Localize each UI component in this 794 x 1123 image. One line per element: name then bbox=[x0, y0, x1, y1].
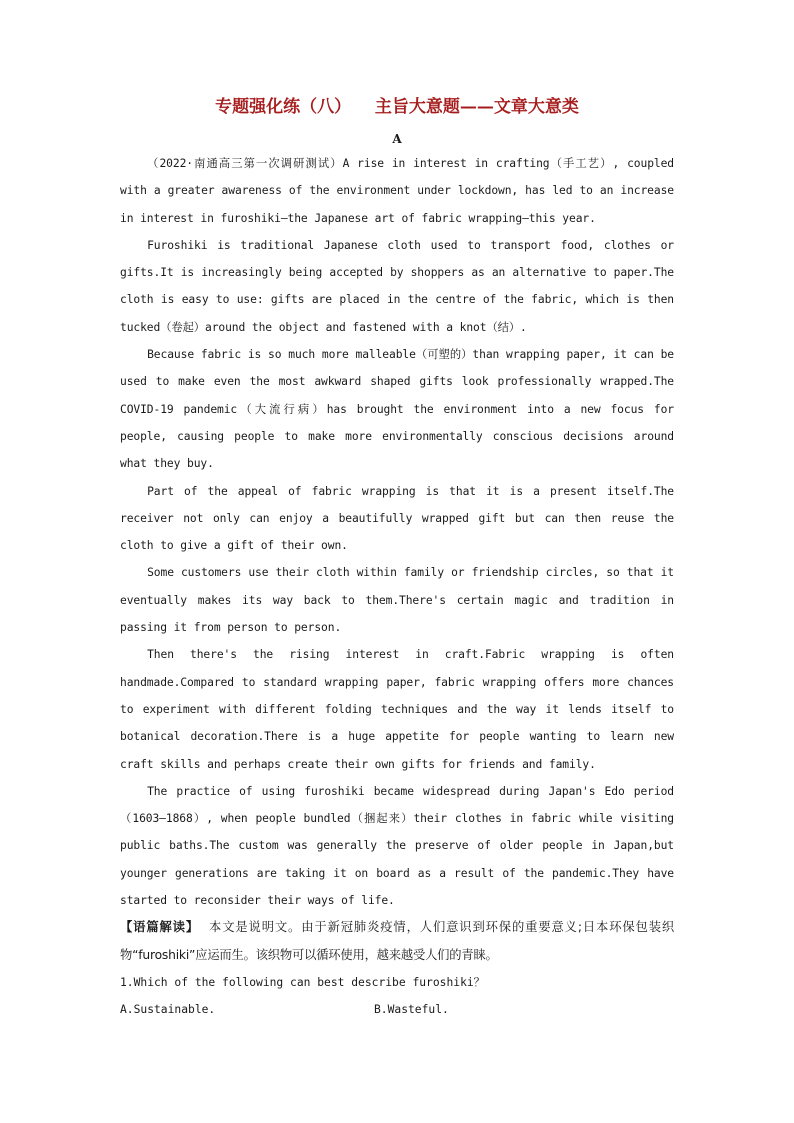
paragraph-1: （2022·南通高三第一次调研测试）A rise in interest in crafting（手工艺）, coupled with a greater awareness of the environment under lockdown, has led to an increase in interest in furoshiki—the Japanese art of fabric wrapping—this year. bbox=[120, 157, 674, 225]
paragraph-2: Furoshiki is traditional Japanese cloth used to transport food, clothes or gifts.It is increasingly being accepted by shoppers as an alternative to paper.The cloth is easy to use: gifts are placed in the centre of the fabric, which is then tucked（卷起）around the object and fastened with a knot（结）. bbox=[120, 238, 674, 334]
analysis-tag: 【语篇解读】 bbox=[120, 920, 200, 935]
analysis-text: 本文是说明文。由于新冠肺炎疫情，人们意识到环保的重要意义;日本环保包装织物“furoshiki”应运而生。该织物可以循环使用，越来越受人们的青睐。 bbox=[120, 920, 674, 962]
passage-analysis bbox=[120, 914, 674, 969]
paragraph-3: Because fabric is so much more malleable（可塑的）than wrapping paper, it can be used to make even the most awkward shaped gifts look professionally wrapped.The COVID-19 pandemic（大流行病）has brought the environment into a new focus for people, causing people to make more environmentally conscious decisions around what they buy. bbox=[120, 348, 674, 471]
paragraph-5: Some customers use their cloth within family or friendship circles, so that it eventually makes its way back to them.There's certain magic and tradition in passing it from person to person. bbox=[120, 566, 674, 635]
paragraph-6: Then there's the rising interest in craft.Fabric wrapping is often handmade.Compared to standard wrapping paper, fabric wrapping offers more chances to experiment with different folding techniques and the way it lends itself to botanical decoration.There is a huge appetite for people wanting to learn new craft skills and perhaps create their own gifts for friends and family. bbox=[120, 648, 674, 771]
page-title: 专题强化练（八） 主旨大意题——文章大意类 bbox=[215, 97, 579, 117]
paragraph-7: The practice of using furoshiki became widespread during Japan's Edo period（1603—1868）, when people bundled（捆起来）their clothes in fabric while visiting public baths.The custom was generally the preserve of older people in Japan,but younger generations are taking it on board as a result of the pandemic.They have started to reconsider their ways of life. bbox=[120, 784, 674, 908]
question-stem: 1.Which of the following can best describe furoshiki？ bbox=[120, 975, 485, 989]
option-b[interactable]: B.Wasteful. bbox=[374, 1003, 449, 1017]
document-page bbox=[120, 92, 674, 1024]
option-a[interactable]: A.Sustainable. bbox=[120, 1003, 216, 1017]
paragraph-4: Part of the appeal of fabric wrapping is that it is a present itself.The receiver not only can enjoy a beautifully wrapped gift but can then reuse the cloth to give a gift of their own. bbox=[120, 484, 674, 553]
section-label: A bbox=[392, 132, 402, 146]
question-options bbox=[120, 996, 674, 1023]
